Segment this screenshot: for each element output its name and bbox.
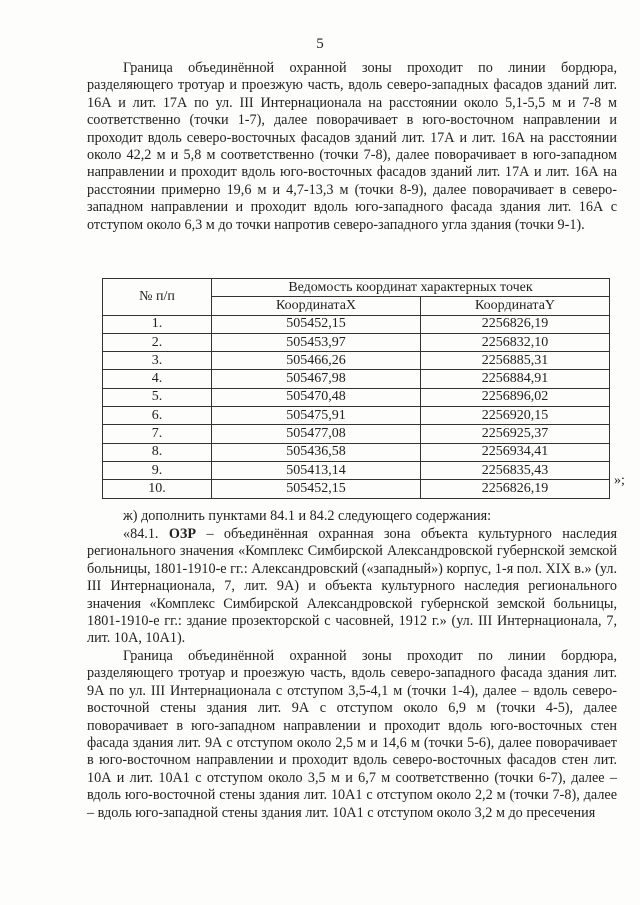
cell-y: 2256884,91	[421, 370, 610, 388]
amendment-paragraph: ж) дополнить пунктами 84.1 и 84.2 следующего содержания:	[123, 508, 492, 524]
cell-x: 505413,14	[212, 461, 421, 479]
cell-y: 2256934,41	[421, 443, 610, 461]
definition-abbreviation: ОЗР	[168, 526, 197, 542]
table-row	[103, 425, 610, 443]
cell-number: 2.	[103, 333, 212, 351]
cell-x: 505477,08	[212, 425, 421, 443]
definition-text: – объединённая охранная зона объекта культурного наследия регионального значения «Комплекс Симбирской Александровской губернской земской больницы, 1801-1910-е гг.: Александровский («западный») корпус, 1-я пол. XIX в.» (ул. III Интернационала, 7, лит. 9А) и объекта культурного наследия регионального значения «Комплекс Симбирской Александровской губернской земской больницы, 1801-1910-е гг.: здание прозекторской с часовней, 1912 г.» (ул. III Интернационала, 7, лит. 10А, 10А1).	[87, 526, 617, 647]
boundary-paragraph-1: Граница объединённой охранной зоны проходит по линии бордюра, разделяющего тротуар и проезжую часть, вдоль северо-западных фасадов зданий лит. 16А и лит. 17А по ул. III Интернационала на расстоянии около 5,1-5,5 м и 7-8 м соответственно (точки 1-7), далее поворачивает в юго-восточном направлении и проходит вдоль северо-восточных фасадов зданий лит. 17А и лит. 16А на расстоянии около 42,2 м и 5,8 м соответственно (точки 7-8), далее поворачивает в юго-западном направлении и проходит вдоль юго-восточных фасадов зданий лит. 17А и лит. 16А на расстоянии примерно 19,6 м и 4,7-13,3 м (точки 8-9), далее поворачивает в северо-западном направлении и проходит вдоль юго-западного фасада здания лит. 16А с отступом около 6,3 м до точки напротив северо-западного угла здания (точки 9-1).	[87, 60, 617, 233]
cell-number: 1.	[103, 315, 212, 333]
cell-x: 505466,26	[212, 352, 421, 370]
cell-x: 505470,48	[212, 388, 421, 406]
coordinates-table	[102, 278, 610, 499]
header-coordinate-y: КоординатаY	[421, 297, 610, 315]
cell-x: 505452,15	[212, 480, 421, 498]
header-title: Ведомость координат характерных точек	[212, 279, 610, 297]
cell-x: 505475,91	[212, 407, 421, 425]
cell-number: 4.	[103, 370, 212, 388]
cell-y: 2256925,37	[421, 425, 610, 443]
cell-y: 2256920,15	[421, 407, 610, 425]
cell-y: 2256835,43	[421, 461, 610, 479]
header-coordinate-x: КоординатаX	[212, 297, 421, 315]
table-row	[103, 388, 610, 406]
table-row	[103, 315, 610, 333]
closing-quote: »;	[614, 473, 625, 488]
cell-number: 6.	[103, 407, 212, 425]
table-row	[103, 407, 610, 425]
table-row	[103, 370, 610, 388]
cell-number: 3.	[103, 352, 212, 370]
header-number: № п/п	[103, 279, 212, 316]
cell-number: 9.	[103, 461, 212, 479]
cell-x: 505436,58	[212, 443, 421, 461]
cell-number: 10.	[103, 480, 212, 498]
table-row	[103, 333, 610, 351]
cell-x: 505452,15	[212, 315, 421, 333]
table-row	[103, 352, 610, 370]
cell-y: 2256826,19	[421, 315, 610, 333]
cell-number: 5.	[103, 388, 212, 406]
cell-x: 505453,97	[212, 333, 421, 351]
cell-y: 2256896,02	[421, 388, 610, 406]
table-header-row	[103, 279, 610, 297]
boundary-paragraph-2: Граница объединённой охранной зоны проходит по линии бордюра, разделяющего тротуар и проезжую часть, вдоль северо-западного фасада здания лит. 9А по ул. III Интернационала с отступом 3,5-4,1 м (точки 1-4), далее – вдоль северо-восточной стены здания лит. 9А с отступом около 6,9 м (точки 4-5), далее поворачивает в юго-западном направлении и проходит вдоль юго-восточных стен фасада здания лит. 9А с отступом около 2,5 м и 14,6 м (точки 5-6), далее поворачивает в юго-восточном направлении и проходит вдоль северо-восточных фасадов стен лит. 10А и лит. 10А1 с отступом около 3,5 м и 6,7 м соответственно (точки 6-7), далее – вдоль юго-восточной стены здания лит. 10А1 с отступом около 2,2 м (точки 7-8), далее – вдоль юго-западной стены здания лит. 10А1 с отступом около 3,2 м до пресечения	[87, 648, 617, 821]
cell-number: 8.	[103, 443, 212, 461]
cell-number: 7.	[103, 425, 212, 443]
table-row	[103, 480, 610, 498]
table-row	[103, 443, 610, 461]
cell-y: 2256885,31	[421, 352, 610, 370]
cell-x: 505467,98	[212, 370, 421, 388]
page-number: 5	[316, 36, 324, 52]
cell-y: 2256832,10	[421, 333, 610, 351]
definition-prefix: «84.1.	[123, 526, 169, 542]
table-row	[103, 461, 610, 479]
cell-y: 2256826,19	[421, 480, 610, 498]
definition-paragraph	[87, 526, 617, 648]
